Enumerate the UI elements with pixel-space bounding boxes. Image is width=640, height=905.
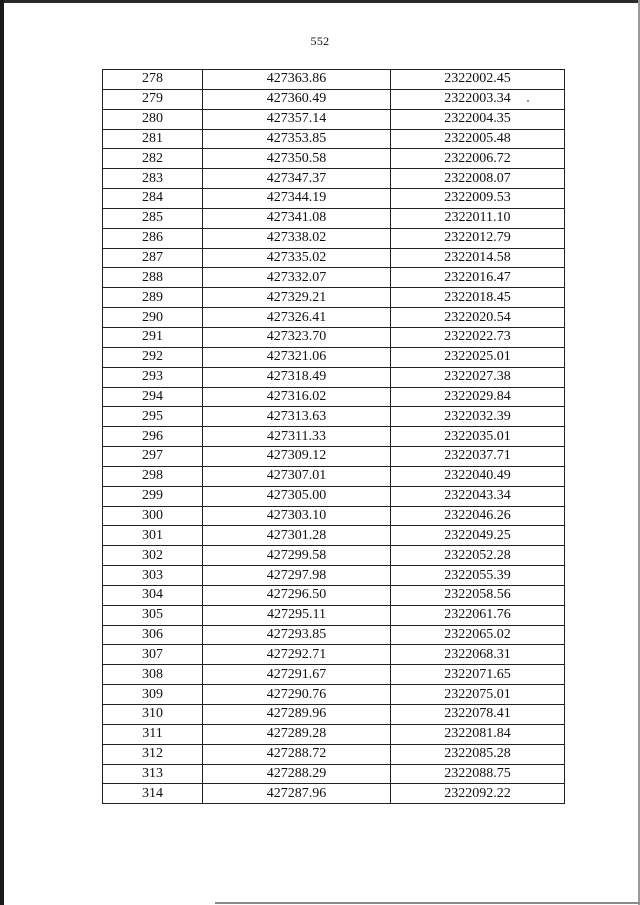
table-row	[103, 228, 565, 248]
point-number-cell: 308	[103, 665, 203, 685]
x-coordinate-cell: 427297.98	[203, 566, 391, 586]
point-number-cell: 293	[103, 367, 203, 387]
y-coordinate-cell: 2322011.10	[391, 208, 565, 228]
point-number-cell: 287	[103, 248, 203, 268]
table-row	[103, 367, 565, 387]
point-number-cell: 313	[103, 764, 203, 784]
table-row	[103, 208, 565, 228]
y-coordinate-cell: 2322002.45	[391, 70, 565, 90]
y-coordinate-cell: 2322092.22	[391, 784, 565, 804]
x-coordinate-cell: 427329.21	[203, 288, 391, 308]
point-number-cell: 298	[103, 466, 203, 486]
point-number-cell: 300	[103, 506, 203, 526]
table-row	[103, 506, 565, 526]
point-number-cell: 292	[103, 347, 203, 367]
y-coordinate-cell: 2322068.31	[391, 645, 565, 665]
y-coordinate-cell: 2322049.25	[391, 526, 565, 546]
table-row	[103, 566, 565, 586]
x-coordinate-cell: 427301.28	[203, 526, 391, 546]
x-coordinate-cell: 427309.12	[203, 447, 391, 467]
x-coordinate-cell: 427335.02	[203, 248, 391, 268]
y-coordinate-cell: 2322035.01	[391, 427, 565, 447]
x-coordinate-cell: 427313.63	[203, 407, 391, 427]
coordinate-table	[102, 69, 565, 804]
table-row	[103, 764, 565, 784]
page-number: 552	[310, 34, 330, 48]
point-number-cell: 286	[103, 228, 203, 248]
x-coordinate-cell: 427295.11	[203, 605, 391, 625]
y-coordinate-cell: 2322078.41	[391, 705, 565, 725]
x-coordinate-cell: 427353.85	[203, 129, 391, 149]
y-coordinate-cell: 2322058.56	[391, 585, 565, 605]
y-coordinate-cell: 2322065.02	[391, 625, 565, 645]
x-coordinate-cell: 427357.14	[203, 109, 391, 129]
table-row	[103, 327, 565, 347]
table-row	[103, 268, 565, 288]
point-number-cell: 284	[103, 189, 203, 209]
x-coordinate-cell: 427290.76	[203, 685, 391, 705]
point-number-cell: 311	[103, 724, 203, 744]
y-coordinate-cell: 2322081.84	[391, 724, 565, 744]
table-row	[103, 387, 565, 407]
table-row	[103, 585, 565, 605]
scan-top-edge	[0, 0, 640, 3]
point-number-cell: 309	[103, 685, 203, 705]
y-coordinate-cell: 2322005.48	[391, 129, 565, 149]
y-coordinate-cell: 2322037.71	[391, 447, 565, 467]
point-number-cell: 301	[103, 526, 203, 546]
y-coordinate-cell: 2322025.01	[391, 347, 565, 367]
table-row	[103, 89, 565, 109]
x-coordinate-cell: 427326.41	[203, 308, 391, 328]
x-coordinate-cell: 427338.02	[203, 228, 391, 248]
point-number-cell: 288	[103, 268, 203, 288]
x-coordinate-cell: 427347.37	[203, 169, 391, 189]
x-coordinate-cell: 427288.72	[203, 744, 391, 764]
point-number-cell: 283	[103, 169, 203, 189]
x-coordinate-cell: 427316.02	[203, 387, 391, 407]
y-coordinate-cell: 2322040.49	[391, 466, 565, 486]
point-number-cell: 299	[103, 486, 203, 506]
point-number-cell: 306	[103, 625, 203, 645]
x-coordinate-cell: 427289.28	[203, 724, 391, 744]
y-coordinate-cell: 2322075.01	[391, 685, 565, 705]
table-row	[103, 149, 565, 169]
point-number-cell: 282	[103, 149, 203, 169]
y-coordinate-cell: 2322055.39	[391, 566, 565, 586]
point-number-cell: 314	[103, 784, 203, 804]
table-row	[103, 109, 565, 129]
y-coordinate-cell: 2322085.28	[391, 744, 565, 764]
table-row	[103, 347, 565, 367]
x-coordinate-cell: 427287.96	[203, 784, 391, 804]
y-coordinate-cell: 2322071.65	[391, 665, 565, 685]
point-number-cell: 303	[103, 566, 203, 586]
point-number-cell: 304	[103, 585, 203, 605]
table-row	[103, 407, 565, 427]
table-row	[103, 526, 565, 546]
x-coordinate-cell: 427323.70	[203, 327, 391, 347]
y-coordinate-cell: 2322043.34	[391, 486, 565, 506]
table-row	[103, 784, 565, 804]
x-coordinate-cell: 427363.86	[203, 70, 391, 90]
point-number-cell: 295	[103, 407, 203, 427]
y-coordinate-cell: 2322088.75	[391, 764, 565, 784]
table-row	[103, 665, 565, 685]
x-coordinate-cell: 427321.06	[203, 347, 391, 367]
table-row	[103, 447, 565, 467]
y-coordinate-cell: 2322003.34	[391, 89, 565, 109]
table-row	[103, 427, 565, 447]
table-row	[103, 169, 565, 189]
x-coordinate-cell: 427311.33	[203, 427, 391, 447]
point-number-cell: 307	[103, 645, 203, 665]
y-coordinate-cell: 2322052.28	[391, 546, 565, 566]
y-coordinate-cell: 2322032.39	[391, 407, 565, 427]
table-row	[103, 288, 565, 308]
y-coordinate-cell: 2322008.07	[391, 169, 565, 189]
y-coordinate-cell: 2322006.72	[391, 149, 565, 169]
x-coordinate-cell: 427299.58	[203, 546, 391, 566]
scan-left-edge	[0, 0, 4, 905]
x-coordinate-cell: 427344.19	[203, 189, 391, 209]
x-coordinate-cell: 427305.00	[203, 486, 391, 506]
point-number-cell: 278	[103, 70, 203, 90]
table-row	[103, 625, 565, 645]
table-row	[103, 645, 565, 665]
point-number-cell: 279	[103, 89, 203, 109]
point-number-cell: 312	[103, 744, 203, 764]
y-coordinate-cell: 2322009.53	[391, 189, 565, 209]
y-coordinate-cell: 2322012.79	[391, 228, 565, 248]
point-number-cell: 310	[103, 705, 203, 725]
x-coordinate-cell: 427289.96	[203, 705, 391, 725]
point-number-cell: 296	[103, 427, 203, 447]
y-coordinate-cell: 2322029.84	[391, 387, 565, 407]
scan-bottom-edge	[215, 902, 640, 904]
y-coordinate-cell: 2322004.35	[391, 109, 565, 129]
point-number-cell: 291	[103, 327, 203, 347]
coordinate-table-body	[103, 70, 565, 804]
table-row	[103, 189, 565, 209]
y-coordinate-cell: 2322027.38	[391, 367, 565, 387]
point-number-cell: 290	[103, 308, 203, 328]
table-row	[103, 248, 565, 268]
table-row	[103, 546, 565, 566]
x-coordinate-cell: 427288.29	[203, 764, 391, 784]
x-coordinate-cell: 427341.08	[203, 208, 391, 228]
table-row	[103, 308, 565, 328]
y-coordinate-cell: 2322018.45	[391, 288, 565, 308]
y-coordinate-cell: 2322061.76	[391, 605, 565, 625]
x-coordinate-cell: 427332.07	[203, 268, 391, 288]
x-coordinate-cell: 427296.50	[203, 585, 391, 605]
table-row	[103, 685, 565, 705]
table-row	[103, 705, 565, 725]
point-number-cell: 280	[103, 109, 203, 129]
x-coordinate-cell: 427307.01	[203, 466, 391, 486]
x-coordinate-cell: 427350.58	[203, 149, 391, 169]
y-coordinate-cell: 2322046.26	[391, 506, 565, 526]
point-number-cell: 285	[103, 208, 203, 228]
table-row	[103, 486, 565, 506]
point-number-cell: 305	[103, 605, 203, 625]
y-coordinate-cell: 2322020.54	[391, 308, 565, 328]
y-coordinate-cell: 2322016.47	[391, 268, 565, 288]
point-number-cell: 289	[103, 288, 203, 308]
table-row	[103, 129, 565, 149]
x-coordinate-cell: 427318.49	[203, 367, 391, 387]
table-row	[103, 724, 565, 744]
table-row	[103, 466, 565, 486]
point-number-cell: 297	[103, 447, 203, 467]
point-number-cell: 294	[103, 387, 203, 407]
point-number-cell: 302	[103, 546, 203, 566]
y-coordinate-cell: 2322022.73	[391, 327, 565, 347]
point-number-cell: 281	[103, 129, 203, 149]
x-coordinate-cell: 427291.67	[203, 665, 391, 685]
table-row	[103, 605, 565, 625]
table-row	[103, 70, 565, 90]
x-coordinate-cell: 427292.71	[203, 645, 391, 665]
x-coordinate-cell: 427360.49	[203, 89, 391, 109]
table-row	[103, 744, 565, 764]
y-coordinate-cell: 2322014.58	[391, 248, 565, 268]
x-coordinate-cell: 427303.10	[203, 506, 391, 526]
x-coordinate-cell: 427293.85	[203, 625, 391, 645]
